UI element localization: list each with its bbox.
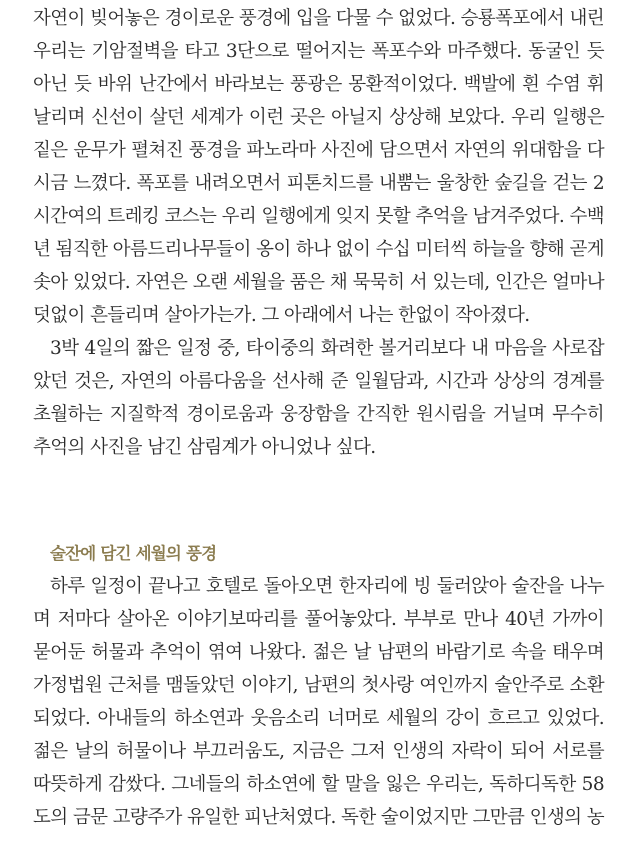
text-line: 자연이 빚어놓은 경이로운 풍경에 입을 다물 수 없었다. 승룡폭포에서 내린 — [33, 8, 604, 29]
text-line: 우리는 기암절벽을 타고 3단으로 떨어지는 폭포수와 마주했다. 동굴인 듯 — [33, 41, 604, 62]
text-line: 하루 일정이 끝나고 호텔로 돌아오면 한자리에 빙 둘러앉아 술잔을 나누 — [50, 576, 604, 597]
text-line: 묻어둔 허물과 추억이 엮여 나왔다. 젊은 날 남편의 바람기로 속을 태우며 — [33, 642, 604, 663]
section-heading: 술잔에 담긴 세월의 풍경 — [50, 544, 217, 563]
text-line: 가정법원 근처를 맴돌았던 이야기, 남편의 첫사랑 여인까지 술안주로 소환 — [33, 675, 604, 696]
text-line: 며 저마다 살아온 이야기보따리를 풀어놓았다. 부부로 만나 40년 가까이 — [33, 609, 604, 630]
text-line: 날리며 신선이 살던 세계가 이런 곳은 아닐지 상상해 보았다. 우리 일행은 — [33, 107, 604, 128]
text-line: 시간여의 트레킹 코스는 우리 일행에게 잊지 못할 추억을 남겨주었다. 수백 — [33, 206, 604, 227]
text-line: 따뜻하게 감쌌다. 그네들의 하소연에 할 말을 잃은 우리는, 독하디독한 58 — [33, 774, 604, 795]
text-line: 시금 느꼈다. 폭포를 내려오면서 피톤치드를 내뿜는 울창한 숲길을 걷는 2 — [33, 173, 604, 194]
text-line: 아닌 듯 바위 난간에서 바라보는 풍광은 몽환적이었다. 백발에 흰 수염 휘 — [33, 74, 604, 95]
text-line: 솟아 있었다. 자연은 오랜 세월을 품은 채 묵묵히 서 있는데, 인간은 얼마나 — [33, 272, 604, 293]
text-line: 3박 4일의 짧은 일정 중, 타이중의 화려한 볼거리보다 내 마음을 사로잡 — [50, 338, 604, 359]
text-line: 젊은 날의 허물이나 부끄러움도, 지금은 그저 인생의 자락이 되어 서로를 — [33, 741, 604, 762]
text-line: 추억의 사진을 남긴 삼림계가 아니었나 싶다. — [33, 437, 376, 458]
text-line: 되었다. 아내들의 하소연과 웃음소리 너머로 세월의 강이 흐르고 있었다. — [33, 708, 604, 729]
text-line: 덧없이 흔들리며 살아가는가. 그 아래에서 나는 한없이 작아졌다. — [33, 305, 530, 326]
text-line: 초월하는 지질학적 경이로움과 웅장함을 간직한 원시림을 거닐며 무수히 — [33, 404, 604, 425]
text-line: 짙은 운무가 펼쳐진 풍경을 파노라마 사진에 담으면서 자연의 위대함을 다 — [33, 140, 604, 161]
text-line: 았던 것은, 자연의 아름다움을 선사해 준 일월담과, 시간과 상상의 경계를 — [33, 371, 604, 392]
text-line: 도의 금문 고량주가 유일한 피난처였다. 독한 술이었지만 그만큼 인생의 농 — [33, 807, 604, 828]
text-line: 년 됨직한 아름드리나무들이 옹이 하나 없이 수십 미터씩 하늘을 향해 곧게 — [33, 239, 604, 260]
